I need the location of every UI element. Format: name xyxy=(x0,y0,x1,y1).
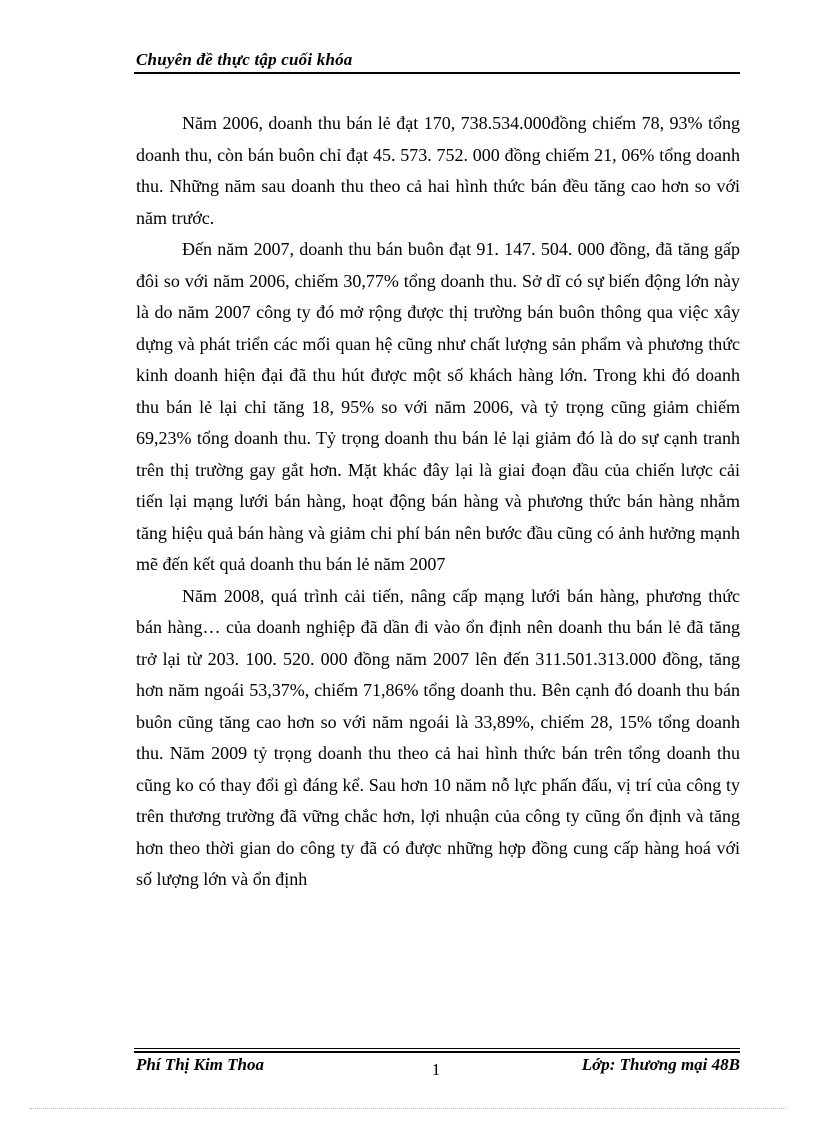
paragraph-2008: Năm 2008, quá trình cải tiến, nâng cấp mạng lưới bán hàng, phương thức bán hàng… của doanh nghiệp đã dần đi vào ổn định nên doanh thu bán lẻ đã tăng trở lại từ 203. 100. 520. 000 đồng năm 2007 lên đến 311.501.313.000 đồng, tăng hơn năm ngoái 53,37%, chiếm 71,86% tổng doanh thu. Bên cạnh đó doanh thu bán buôn cũng tăng cao hơn so với năm ngoái là 33,89%, chiếm 28, 15% tổng doanh thu. Năm 2009 tỷ trọng doanh thu theo cả hai hình thức bán trên tổng doanh thu cũng ko có thay đổi gì đáng kể. Sau hơn 10 năm nỗ lực phấn đấu, vị trí của công ty trên thương trường đã vững chắc hơn, lợi nhuận của công ty cũng ổn định và tăng hơn theo thời gian do công ty đã có được những hợp đồng cung cấp hàng hoá với số lượng lớn và ổn định xyxy=(136,585,740,889)
header-rule xyxy=(134,72,740,74)
footer-rule-thick xyxy=(134,1051,740,1053)
footer-author: Phí Thị Kim Thoa xyxy=(136,1055,264,1074)
footer-class: Lớp: Thương mại 48B xyxy=(581,1055,740,1074)
paragraph-2006: Năm 2006, doanh thu bán lẻ đạt 170, 738.534.000đồng chiếm 78, 93% tổng doanh thu, còn bán buôn chỉ đạt 45. 573. 752. 000 đồng chiếm 21, 06% tổng doanh thu. Những năm sau doanh thu theo cả hai hình thức bán đều tăng cao hơn so với năm trước. xyxy=(136,113,740,228)
document-body xyxy=(136,108,740,896)
page-number: 1 xyxy=(431,1060,441,1079)
header-title: Chuyên đề thực tập cuối khóa xyxy=(136,50,353,69)
page-edge-divider xyxy=(30,1108,786,1109)
paragraph-2007: Đến năm 2007, doanh thu bán buôn đạt 91. 147. 504. 000 đồng, đã tăng gấp đôi so với năm 2006, chiếm 30,77% tổng doanh thu. Sở dĩ có sự biến động lớn này là do năm 2007 công ty đó mở rộng được thị trường bán buôn thông qua việc xây dựng và phát triển các mối quan hệ cũng như chất lượng sản phẩm và phương thức kinh doanh hiện đại đã thu hút được một số khách hàng lớn. Trong khi đó doanh thu bán lẻ lại chỉ tăng 18, 95% so với năm 2006, và tỷ trọng cũng giảm chiếm 69,23% tổng doanh thu. Tỷ trọng doanh thu bán lẻ lại giảm đó là do sự cạnh tranh trên thị trường gay gắt hơn. Mặt khác đây lại là giai đoạn đầu của chiến lược cải tiến lại mạng lưới bán hàng, hoạt động bán hàng và phương thức bán hàng nhằm tăng hiệu quả bán hàng và giảm chi phí bán nên bước đầu cũng có ảnh hưởng mạnh mẽ đến kết quả doanh thu bán lẻ năm 2007 xyxy=(136,239,740,574)
footer-rule-thin xyxy=(134,1048,740,1049)
